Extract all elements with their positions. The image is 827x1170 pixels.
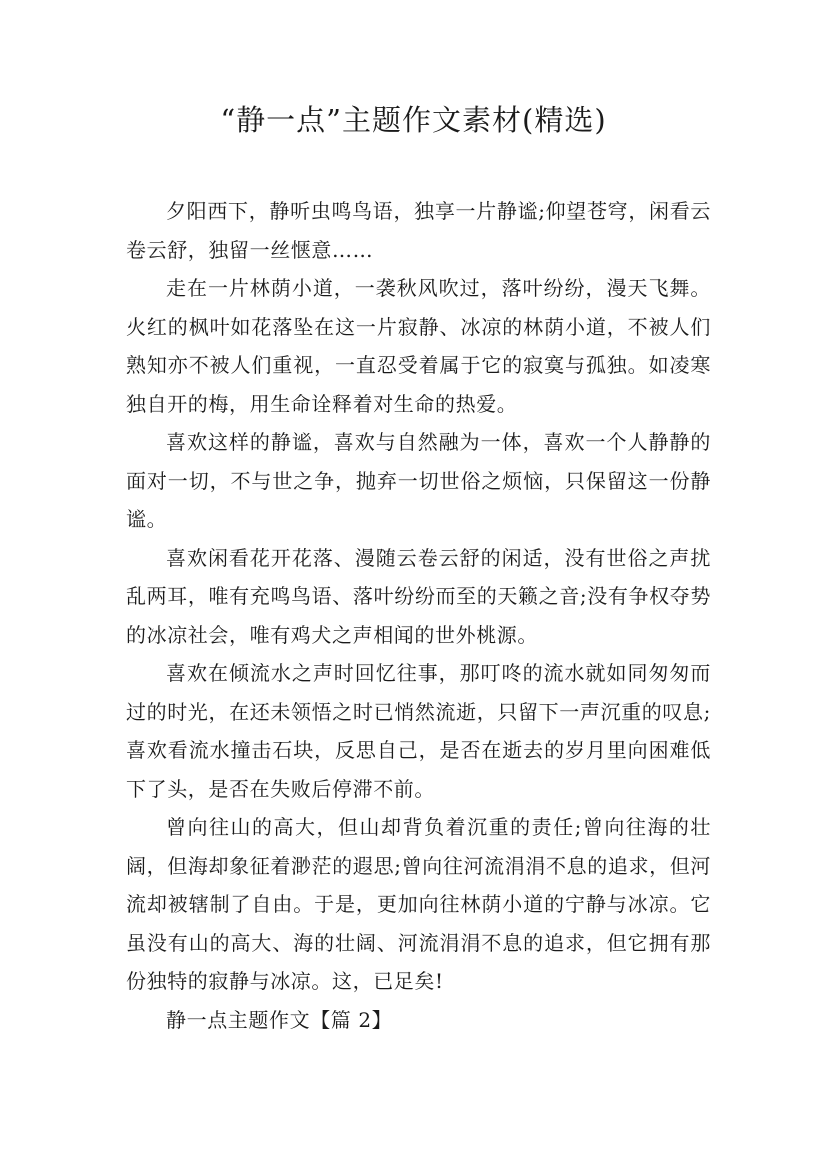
document-title: “静一点”主题作文素材(精选) [220,103,607,137]
paragraph-1: 夕阳西下，静听虫鸣鸟语，独享一片静谧;仰望苍穹，闲看云卷云舒，独留一丝惬意…… [126,199,711,262]
paragraph-3: 喜欢这样的静谧，喜欢与自然融为一体，喜欢一个人静静的面对一切，不与世之争，抛弃一切世俗之烦恼，只保留这一份静谧。 [126,430,711,531]
paragraph-2: 走在一片林荫小道，一袭秋风吹过，落叶纷纷，漫天飞舞。火红的枫叶如花落坠在这一片寂静、冰凉的林荫小道，不被人们熟知亦不被人们重视，一直忍受着属于它的寂寞与孤独。如凌寒独自开的梅，用生命诠释着对生命的热爱。 [126,276,711,416]
paragraph-6: 曾向往山的高大，但山却背负着沉重的责任;曾向往海的壮阔，但海却象征着渺茫的遐思;曾向往河流涓涓不息的追求，但河流却被辖制了自由。于是，更加向往林荫小道的宁静与冰凉。它虽没有山的高大、海的壮阔、河流涓涓不息的追求，但它拥有那份独特的寂静与冰凉。这，已足矣! [126,815,711,993]
document-body [126,192,711,1039]
paragraph-5: 喜欢在倾流水之声时回忆往事，那叮咚的流水就如同匆匆而过的时光，在还未领悟之时已悄然流逝，只留下一声沉重的叹息;喜欢看流水撞击石块，反思自己，是否在逝去的岁月里向困难低下了头，是否在失败后停滞不前。 [126,661,711,801]
paragraph-4: 喜欢闲看花开花落、漫随云卷云舒的闲适，没有世俗之声扰乱两耳，唯有充鸣鸟语、落叶纷纷而至的天籁之音;没有争权夺势的冰凉社会，唯有鸡犬之声相闻的世外桃源。 [126,545,711,647]
section-heading-part-2: 静一点主题作文【篇 2】 [166,1007,393,1032]
